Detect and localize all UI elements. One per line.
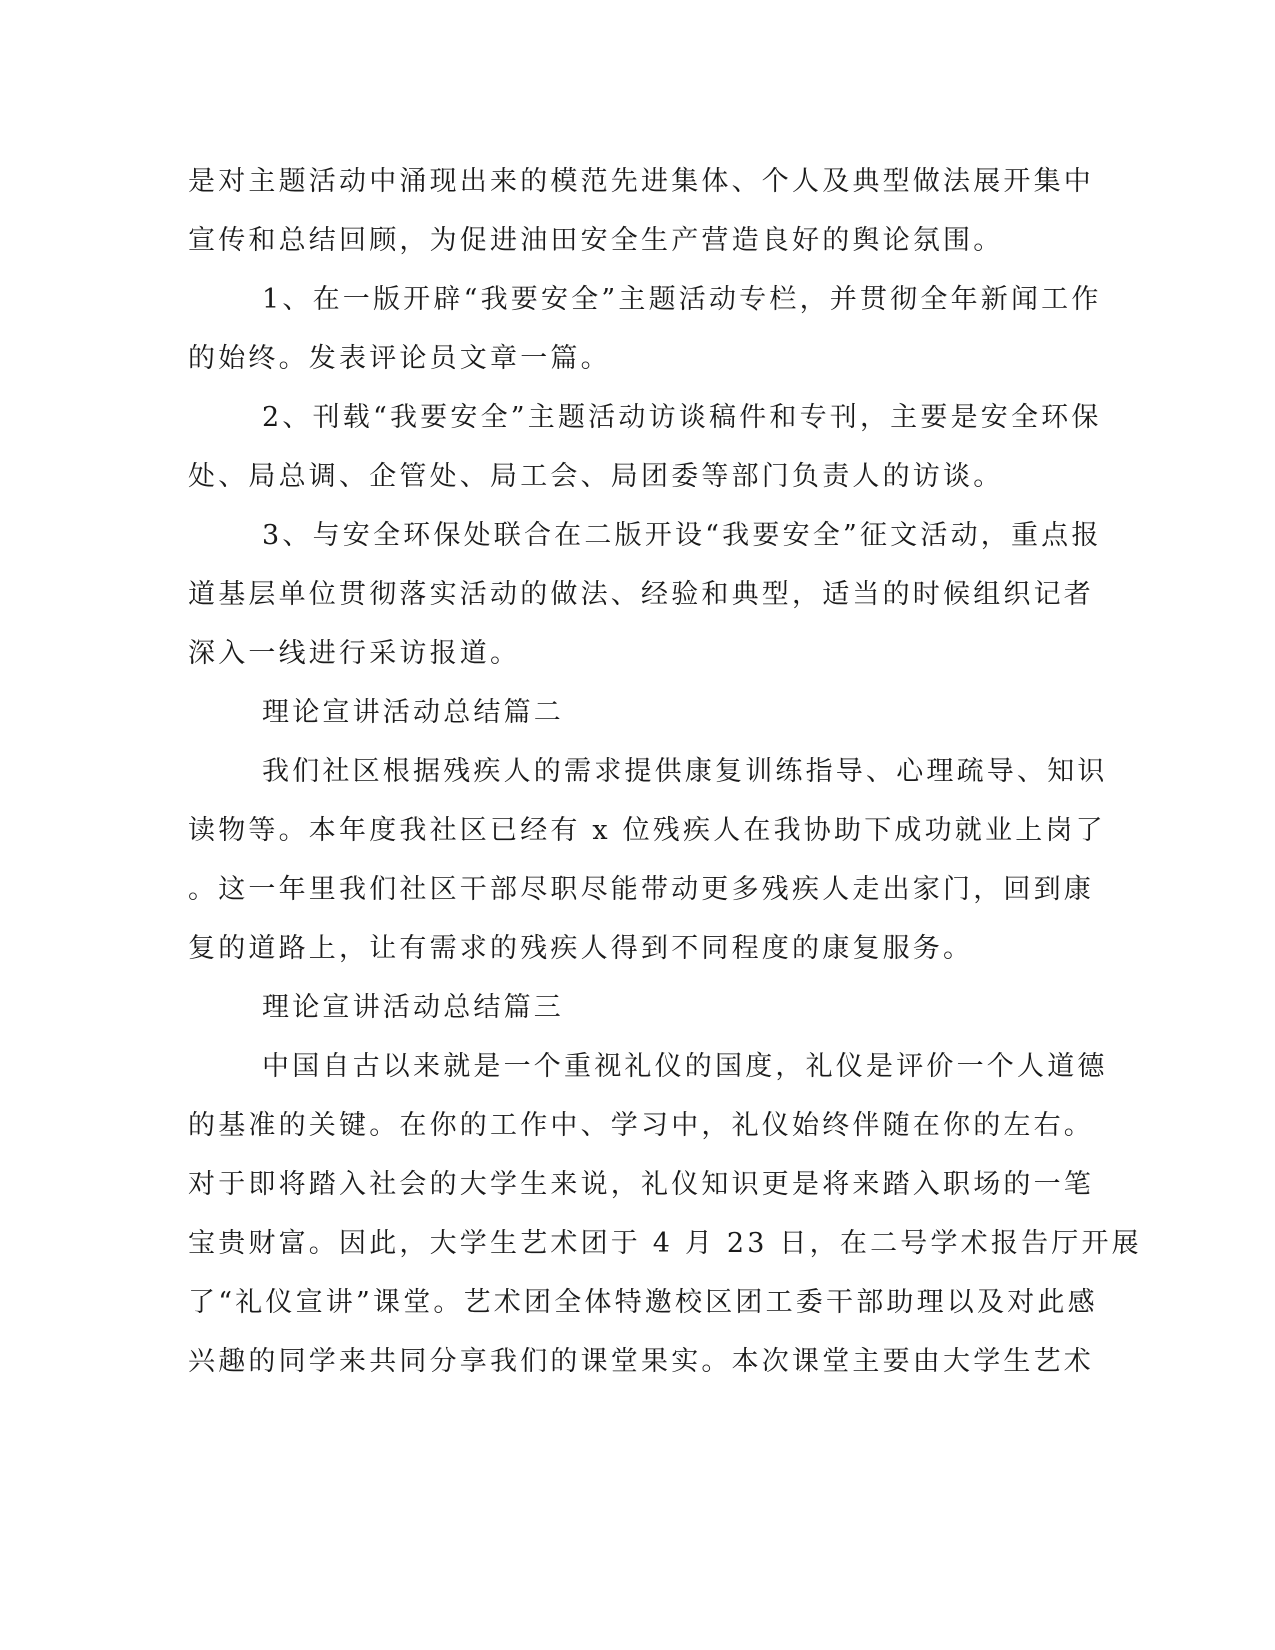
text-line: 。这一年里我们社区干部尽职尽能带动更多残疾人走出家门，回到康 [188,874,1094,905]
list-item: 3、与安全环保处联合在二版开设“我要安全”征文活动，重点报 [262,520,1102,551]
text-line: 处、局总调、企管处、局工会、局团委等部门负责人的访谈。 [188,461,1004,492]
text-line: 复的道路上，让有需求的残疾人得到不同程度的康复服务。 [188,933,974,964]
text-line: 宝贵财富。因此，大学生艺术团于 4 月 23 日，在二号学术报告厅开展 [188,1228,1142,1259]
text-line: 的基准的关键。在你的工作中、学习中，礼仪始终伴随在你的左右。 [188,1110,1094,1141]
text-line: 是对主题活动中涌现出来的模范先进集体、个人及典型做法展开集中 [188,166,1094,197]
text-line: 的始终。发表评论员文章一篇。 [188,343,611,374]
text-line: 兴趣的同学来共同分享我们的课堂果实。本次课堂主要由大学生艺术 [188,1346,1094,1377]
text-line: 对于即将踏入社会的大学生来说，礼仪知识更是将来踏入职场的一笔 [188,1169,1094,1200]
list-item: 1、在一版开辟“我要安全”主题活动专栏，并贯彻全年新闻工作 [262,284,1102,315]
section-heading: 理论宣讲活动总结篇二 [262,697,564,728]
text-line: 宣传和总结回顾，为促进油田安全生产营造良好的舆论氛围。 [188,225,1004,256]
section-heading: 理论宣讲活动总结篇三 [262,992,564,1023]
text-line: 中国自古以来就是一个重视礼仪的国度，礼仪是评价一个人道德 [262,1051,1108,1082]
text-line: 我们社区根据残疾人的需求提供康复训练指导、心理疏导、知识 [262,756,1108,787]
list-item: 2、刊载“我要安全”主题活动访谈稿件和专刊，主要是安全环保 [262,402,1102,433]
text-line: 道基层单位贯彻落实活动的做法、经验和典型，适当的时候组织记者 [188,579,1094,610]
text-line: 深入一线进行采访报道。 [188,638,521,669]
text-line: 了“礼仪宣讲”课堂。艺术团全体特邀校区团工委干部助理以及对此感 [188,1287,1098,1318]
text-line: 读物等。本年度我社区已经有 x 位残疾人在我协助下成功就业上岗了 [188,815,1106,846]
